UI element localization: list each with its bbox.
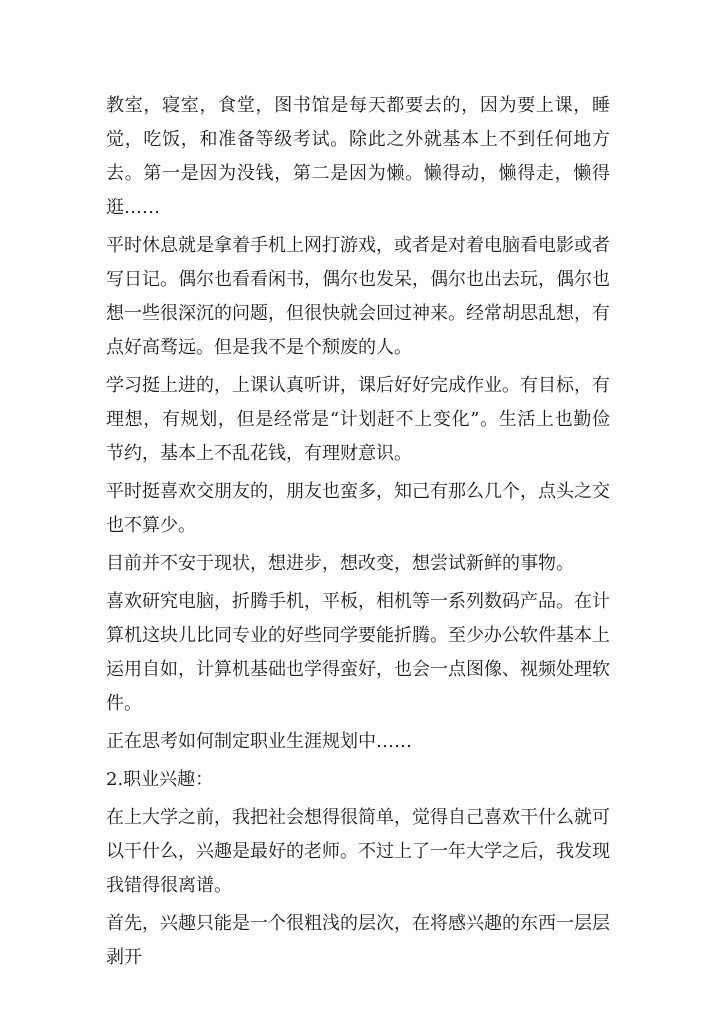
paragraph-current-state: 目前并不安于现状，想进步，想改变，想尝试新鲜的事物。 — [106, 553, 574, 574]
document-body — [106, 89, 610, 975]
paragraph-daily-places: 教室，寝室，食堂，图书馆是每天都要去的，因为要上课，睡觉，吃饭，和准备等级考试。除此之外就基本上不到任何地方去。第一是因为没钱，第二是因为懒。懒得动，懒得走，懒得逛…… — [106, 95, 610, 218]
paragraph-computer-skills: 喜欢研究电脑，折腾手机，平板，相机等一系列数码产品。在计算机这块儿比同专业的好些同学要能折腾。至少办公软件基本上运用自如，计算机基础也学得蛮好，也会一点图像、视频处理软件。 — [106, 591, 610, 714]
paragraph-study: 学习挺上进的，上课认真听讲，课后好好完成作业。有目标，有理想，有规划，但是经常是“计划赶不上变化”。生活上也勤俭节约，基本上不乱花钱，有理财意识。 — [106, 375, 610, 464]
paragraph-interest-levels: 首先，兴趣只能是一个很粗浅的层次，在将感兴趣的东西一层层剥开 — [106, 913, 610, 968]
section-heading-career-interest: 2.职业兴趣： — [106, 769, 214, 790]
paragraph-before-college: 在上大学之前，我把社会想得很简单，觉得自己喜欢干什么就可以干什么，兴趣是最好的老师。不过上了一年大学之后，我发现我错得很离谱。 — [106, 807, 610, 896]
paragraph-friends: 平时挺喜欢交朋友的，朋友也蛮多，知己有那么几个，点头之交也不算少。 — [106, 481, 610, 536]
paragraph-career-planning: 正在思考如何制定职业生涯规划中…… — [106, 731, 412, 752]
paragraph-leisure: 平时休息就是拿着手机上网打游戏，或者是对着电脑看电影或者写日记。偶尔也看看闲书，偶尔也发呆，偶尔也出去玩，偶尔也想一些很深沉的问题，但很快就会回过神来。经常胡思乱想，有点好高骛远。但是我不是个颓废的人。 — [106, 235, 610, 358]
